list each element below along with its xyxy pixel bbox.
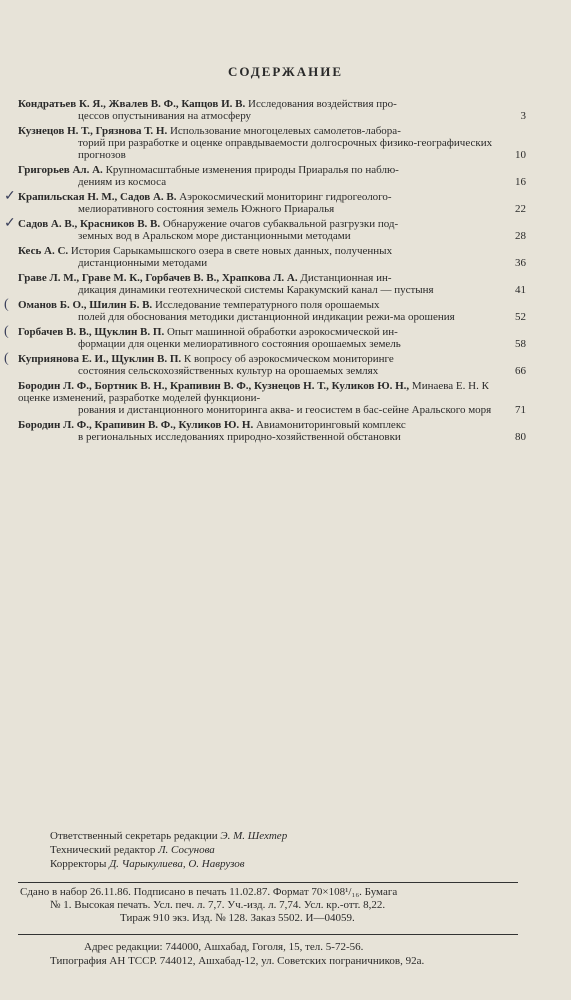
bracket-mark-icon: (: [4, 351, 9, 366]
entry-title-start: История Сарыкамышского озера в свете новых данных, полученных: [70, 245, 393, 257]
entry-page-number: 22: [515, 203, 526, 215]
toc-entry: [4, 297, 526, 323]
entry-authors: Григорьев Ал. А.: [18, 164, 103, 176]
printing-address: Типография АН ТССР. 744012, Ашхабад-12, ул. Советских пограничников, 92а.: [50, 955, 425, 967]
entry-title-rest: состояния сельскохозяйственных культур на орошаемых землях: [78, 365, 379, 377]
credit-proofreaders: Корректоры Д. Чарыкулиева, О. Наврузов: [50, 858, 245, 870]
entry-authors: Кесь А. С.: [18, 245, 69, 257]
credit-tech-editor: Технический редактор Л. Сосунова: [50, 844, 215, 856]
checkmark-icon: ✓: [4, 189, 16, 204]
contents-title: СОДЕРЖАНИЕ: [227, 64, 344, 79]
entry-title-rest: формации для оценки мелиоративного состояния орошаемых земель: [78, 338, 401, 350]
entry-title-rest: полей для обоснования методики дистанционной индикации режи-ма орошения: [78, 311, 455, 323]
checkmark-icon: ✓: [4, 216, 16, 231]
entry-title-start: Исследование температурного поля орошаемых: [154, 299, 380, 311]
table-of-contents: [4, 98, 526, 446]
toc-entry: [18, 98, 526, 122]
entry-title-rest: дениям из космоса: [78, 176, 167, 188]
entry-title-rest: дикация динамики геотехнической системы Каракумский канал — пустыня: [78, 284, 434, 296]
toc-entry: [4, 189, 526, 215]
entry-authors: Бородин Л. Ф., Бортник В. Н., Крапивин В. Ф., Кузнецов Н. Т., Куликов Ю. Н.,: [18, 380, 410, 392]
entry-title-start: К вопросу об аэрокосмическом мониторинге: [183, 353, 394, 365]
entry-authors: Садов А. В., Красников В. В.: [18, 218, 161, 230]
entry-title-start: Авиамониторинговый комплекс: [255, 419, 406, 431]
entry-page-number: 58: [515, 338, 526, 350]
entry-title-rest: торий при разработке и оценке оправдываемости долгосрочных физико-географических прогнозов: [78, 137, 493, 161]
entry-title-start: Исследования воздействия про-: [248, 98, 397, 110]
entry-authors: Оманов Б. О., Шилин Б. В.: [18, 299, 153, 311]
entry-page-number: 36: [515, 257, 526, 269]
entry-title-start: Аэрокосмический мониторинг гидрогеолого-: [179, 191, 392, 203]
entry-title-rest: дистанционными методами: [78, 257, 208, 269]
entry-title-rest: земных вод в Аральском море дистанционными методами: [78, 230, 351, 242]
entry-page-number: 52: [515, 311, 526, 323]
toc-entry: [18, 380, 526, 416]
entry-page-number: 71: [515, 404, 526, 416]
entry-authors: Бородин Л. Ф., Крапивин В. Ф., Куликов Ю. Н.: [18, 419, 254, 431]
bracket-mark-icon: (: [4, 297, 9, 312]
entry-page-number: 41: [515, 284, 526, 296]
entry-title-rest: мелиоративного состояния земель Южного Приаралья: [78, 203, 335, 215]
entry-title-rest: рования и дистанционного мониторинга аква- и геосистем в бас-сейне Аральского моря: [78, 404, 492, 416]
entry-authors: Граве Л. М., Граве М. К., Горбачев В. В., Храпкова Л. А.: [18, 272, 298, 284]
toc-entry: [18, 164, 526, 188]
entry-title-start: Использование многоцелевых самолетов-лабора-: [169, 125, 401, 137]
entry-page-number: 3: [520, 110, 526, 122]
divider: [18, 882, 518, 883]
editorial-credits: [50, 829, 287, 871]
entry-title-rest: цессов опустынивания на атмосферу: [78, 110, 252, 122]
entry-title-start: Крупномасштабные изменения природы Приаралья по наблю-: [105, 164, 399, 176]
entry-title-start: Минаева Е. Н. К оценке изменений, разработке моделей функциони-: [18, 380, 489, 404]
bracket-mark-icon: (: [4, 324, 9, 339]
divider: [18, 934, 518, 935]
imprint-line: Сдано в набор 26.11.86. Подписано в печать 11.02.87. Формат 70×108¹/₁₆. Бумага: [20, 886, 398, 898]
credit-secretary: Ответственный секретарь редакции Э. М. Шехтер: [50, 830, 288, 842]
entry-authors: Кузнецов Н. Т., Грязнова Т. Н.: [18, 125, 168, 137]
entry-authors: Крапильская Н. М., Садов А. В.: [18, 191, 177, 203]
toc-entry: [18, 272, 526, 296]
editorial-address: Адрес редакции: 744000, Ашхабад, Гоголя, 15, тел. 5-72-56.: [84, 941, 364, 953]
toc-entry: [4, 351, 526, 377]
entry-authors: Кондратьев К. Я., Жвалев В. Ф., Капцов И. В.: [18, 98, 246, 110]
entry-title-start: Дистанционная ин-: [300, 272, 392, 284]
address-block: [50, 940, 424, 968]
imprint-block: [20, 886, 540, 925]
entry-page-number: 80: [515, 431, 526, 443]
entry-authors: Куприянова Е. И., Щуклин В. П.: [18, 353, 182, 365]
toc-entry: [18, 419, 526, 443]
entry-title-start: Обнаружение очагов субаквальной разгрузки под-: [162, 218, 399, 230]
toc-entry: [18, 245, 526, 269]
entry-title-rest: в региональных исследованиях природно-хозяйственной обстановки: [78, 431, 401, 443]
entry-authors: Горбачев В. В., Щуклин В. П.: [18, 326, 165, 338]
entry-title-start: Опыт машинной обработки аэрокосмической ин-: [166, 326, 398, 338]
toc-entry: [4, 324, 526, 350]
entry-page-number: 66: [515, 365, 526, 377]
imprint-line: Тираж 910 экз. Изд. № 128. Заказ 5502. И—04059.: [120, 912, 355, 924]
toc-entry: [4, 216, 526, 242]
entry-page-number: 28: [515, 230, 526, 242]
entry-page-number: 10: [515, 149, 526, 161]
toc-entry: [18, 125, 526, 161]
imprint-line: № 1. Высокая печать. Усл. печ. л. 7,7. Уч.-изд. л. 7,74. Усл. кр.-отт. 8,22.: [50, 899, 386, 911]
entry-page-number: 16: [515, 176, 526, 188]
